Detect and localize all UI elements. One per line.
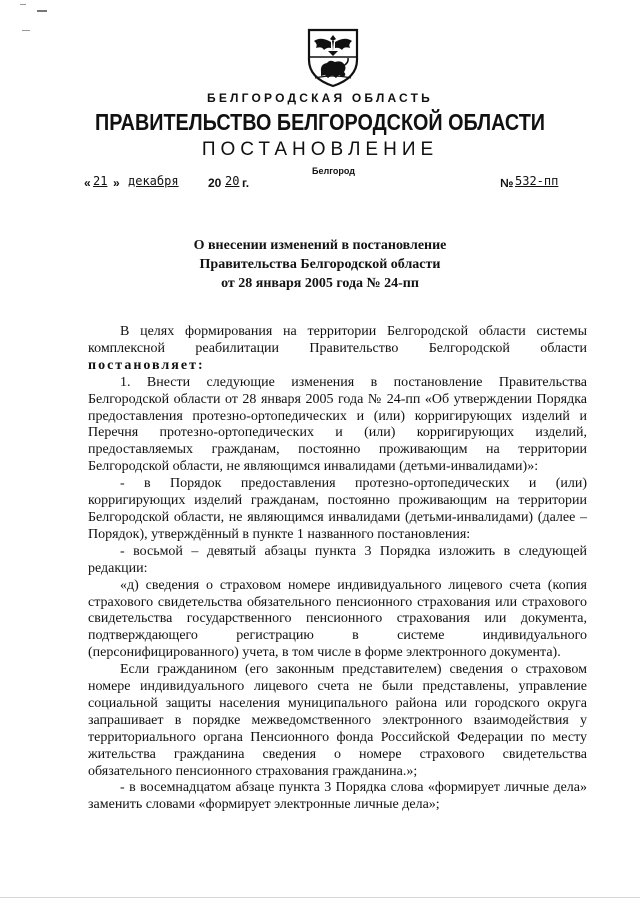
body-paragraph: - в восемнадцатом абзаце пункта 3 Порядка слова «формирует личные дела» заменить словами «формирует электронные личные дела»; <box>88 780 587 813</box>
document-body <box>88 324 587 814</box>
scan-artifact <box>20 4 26 5</box>
body-paragraph: - восьмой – девятый абзацы пункта 3 Порядка изложить в следующей редакции: <box>88 543 587 576</box>
date-month: декабря <box>128 174 179 188</box>
city-label: Белгород <box>312 166 355 176</box>
date-year-abbr: г. <box>242 176 250 190</box>
decree-date-line <box>84 174 584 194</box>
body-paragraph: 1. Внести следующие изменения в постановление Правительства Белгородской области от 28 января 2005 года № 24-пп «Об утверждении Порядка предоставления протезно-ортопедических и (или) корригирующих изделий и Перечня протезно-ортопедических и (или) корригирующих изделий, предоставляемых гражданам, постоянно проживающим на территории Белгородской области, не являющимся инвалидами (детьми-инвалидами)»: <box>88 374 587 475</box>
date-open-quote: « <box>84 176 91 190</box>
body-paragraph: - в Порядок предоставления протезно-ортопедических и (или) корригирующих изделий гражданам, постоянно проживающим на территории Белгородской области, не являющимся инвалидами (детьми-инвалидами) (далее – Порядок), утверждённый в пункте 1 названного постановления: <box>88 476 587 542</box>
decree-number: 532-пп <box>515 174 559 188</box>
body-paragraph: Если гражданином (его законным представителем) сведения о страховом номере индивидуального лицевого счета не были представлены, управление социальной защиты населения муниципального района или городского округа запрашивает в порядке межведомственного электронного взаимодействия у территориального органа Пенсионного фонда Российской Федерации по месту жительства гражданина сведения о номере страхового свидетельства обязательного пенсионного страхования гражданина.»; <box>88 662 587 779</box>
body-paragraph: «д) сведения о страховом номере индивидуального лицевого счета (копия страхового свидетельства обязательного пенсионного страхования или страхового свидетельства государственного пенсионного страхования или документа, подтверждающего регистрацию в системе индивидуального (персонифицированного) учета, в том числе в форме электронного документа). <box>88 577 587 661</box>
document-title-line-1: О внесении изменений в постановление <box>193 238 447 253</box>
scan-edge <box>0 897 640 898</box>
date-year-suffix: 20 <box>225 174 240 188</box>
date-day: 21 <box>93 174 108 188</box>
scan-artifact <box>22 30 30 31</box>
belgorod-coat-of-arms-icon <box>303 26 363 88</box>
decree-number-prefix: № <box>500 176 514 190</box>
decrees-keyword: постановляет: <box>88 357 205 373</box>
document-title-line-3: от 28 января 2005 года № 24-пп <box>221 276 419 291</box>
region-heading: БЕЛГОРОДСКАЯ ОБЛАСТЬ <box>207 91 433 105</box>
scan-artifact <box>37 10 47 12</box>
decree-heading: ПОСТАНОВЛЕНИЕ <box>201 139 439 160</box>
body-paragraph <box>88 324 587 375</box>
preamble-text: В целях формирования на территории Белгородской области системы комплексной реабилитации Правительство Белгородской области <box>88 324 587 356</box>
date-close-quote: » <box>113 176 120 190</box>
government-heading: ПРАВИТЕЛЬСТВО БЕЛГОРОДСКОЙ ОБЛАСТИ <box>95 109 545 135</box>
date-year-prefix: 20 <box>208 176 222 190</box>
document-title-line-2: Правительства Белгородской области <box>199 257 441 272</box>
